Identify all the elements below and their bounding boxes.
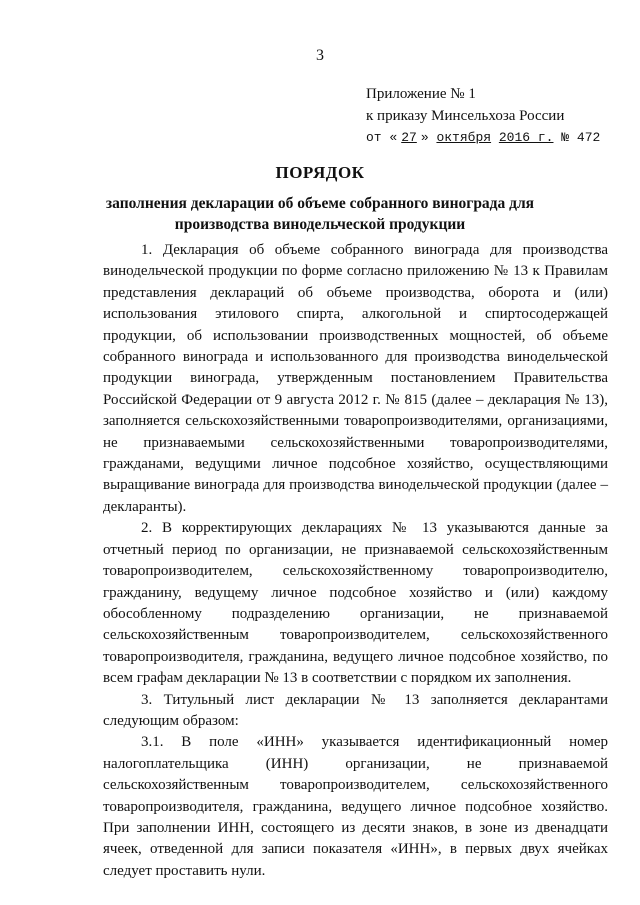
order-number-sign: №	[561, 130, 570, 145]
appendix-header	[366, 83, 600, 149]
order-day: 27	[401, 130, 417, 145]
order-date-prefix: от «	[366, 130, 398, 145]
page-number: 3	[316, 47, 324, 64]
document-subtitle-line-1: заполнения декларации об объеме собранного винограда для	[105, 195, 535, 212]
document-title: ПОРЯДОК	[275, 163, 365, 182]
order-month: октября	[436, 130, 492, 145]
order-date-quote: »	[420, 130, 429, 145]
document-title-block	[0, 163, 640, 235]
document-subtitle-line-2: производства винодельческой продукции	[174, 216, 466, 233]
document-body	[103, 240, 608, 882]
order-number: 472	[576, 130, 601, 145]
paragraph-2: 2. В корректирующих декларациях № 13 указываются данные за отчетный период по организации, не признаваемой сельскохозяйственным товаропроизводителем, сельскохозяйственному товаропроизводителю, гражданину, ведущему личное подсобное хозяйство и (или) каждому обособленному подразделению организации, не признаваемой сельскохозяйственным товаропроизводителем, сельскохозяйственного товаропроизводителя, гражданина, ведущего личное подсобное хозяйство, по всем графам декларации № 13 в соответствии с порядком их заполнения.	[103, 520, 608, 687]
paragraph-3-1: 3.1. В поле «ИНН» указывается идентификационный номер налогоплательщика (ИНН) организации, не признаваемой сельскохозяйственным товаропроизводителем, сельскохозяйственного товаропроизводителя, гражданина, ведущего личное подсобное хозяйство. При заполнении ИНН, состоящего из десяти знаков, в зоне из двенадцати ячеек, отведенной для записи показателя «ИНН», в первых двух ячейках следует проставить нули.	[103, 734, 608, 879]
order-year: 2016 г.	[498, 130, 554, 145]
order-date-line	[366, 127, 600, 149]
paragraph-3: 3. Титульный лист декларации № 13 заполняется декларантами следующим образом:	[103, 691, 608, 729]
appendix-number: Приложение № 1	[366, 86, 476, 102]
appendix-order-reference: к приказу Минсельхоза России	[366, 108, 565, 124]
paragraph-1: 1. Декларация об объеме собранного винограда для производства винодельческой продукции по форме согласно приложению № 13 к Правилам представления деклараций об объеме производства, оборота и (или) использования этилового спирта, алкогольной и спиртосодержащей продукции, об использовании производственных мощностей, об объеме собранного винограда и использованного для производства винодельческой продукции винограда, утвержденным постановлением Правительства Российской Федерации от 9 августа 2012 г. № 815 (далее – декларация № 13), заполняется сельскохозяйственными товаропроизводителями, организациями, не признаваемыми сельскохозяйственными товаропроизводителями, гражданами, ведущими личное подсобное хозяйство, осуществляющими выращивание винограда для производства винодельческой продукции (далее – декларанты).	[103, 242, 608, 515]
